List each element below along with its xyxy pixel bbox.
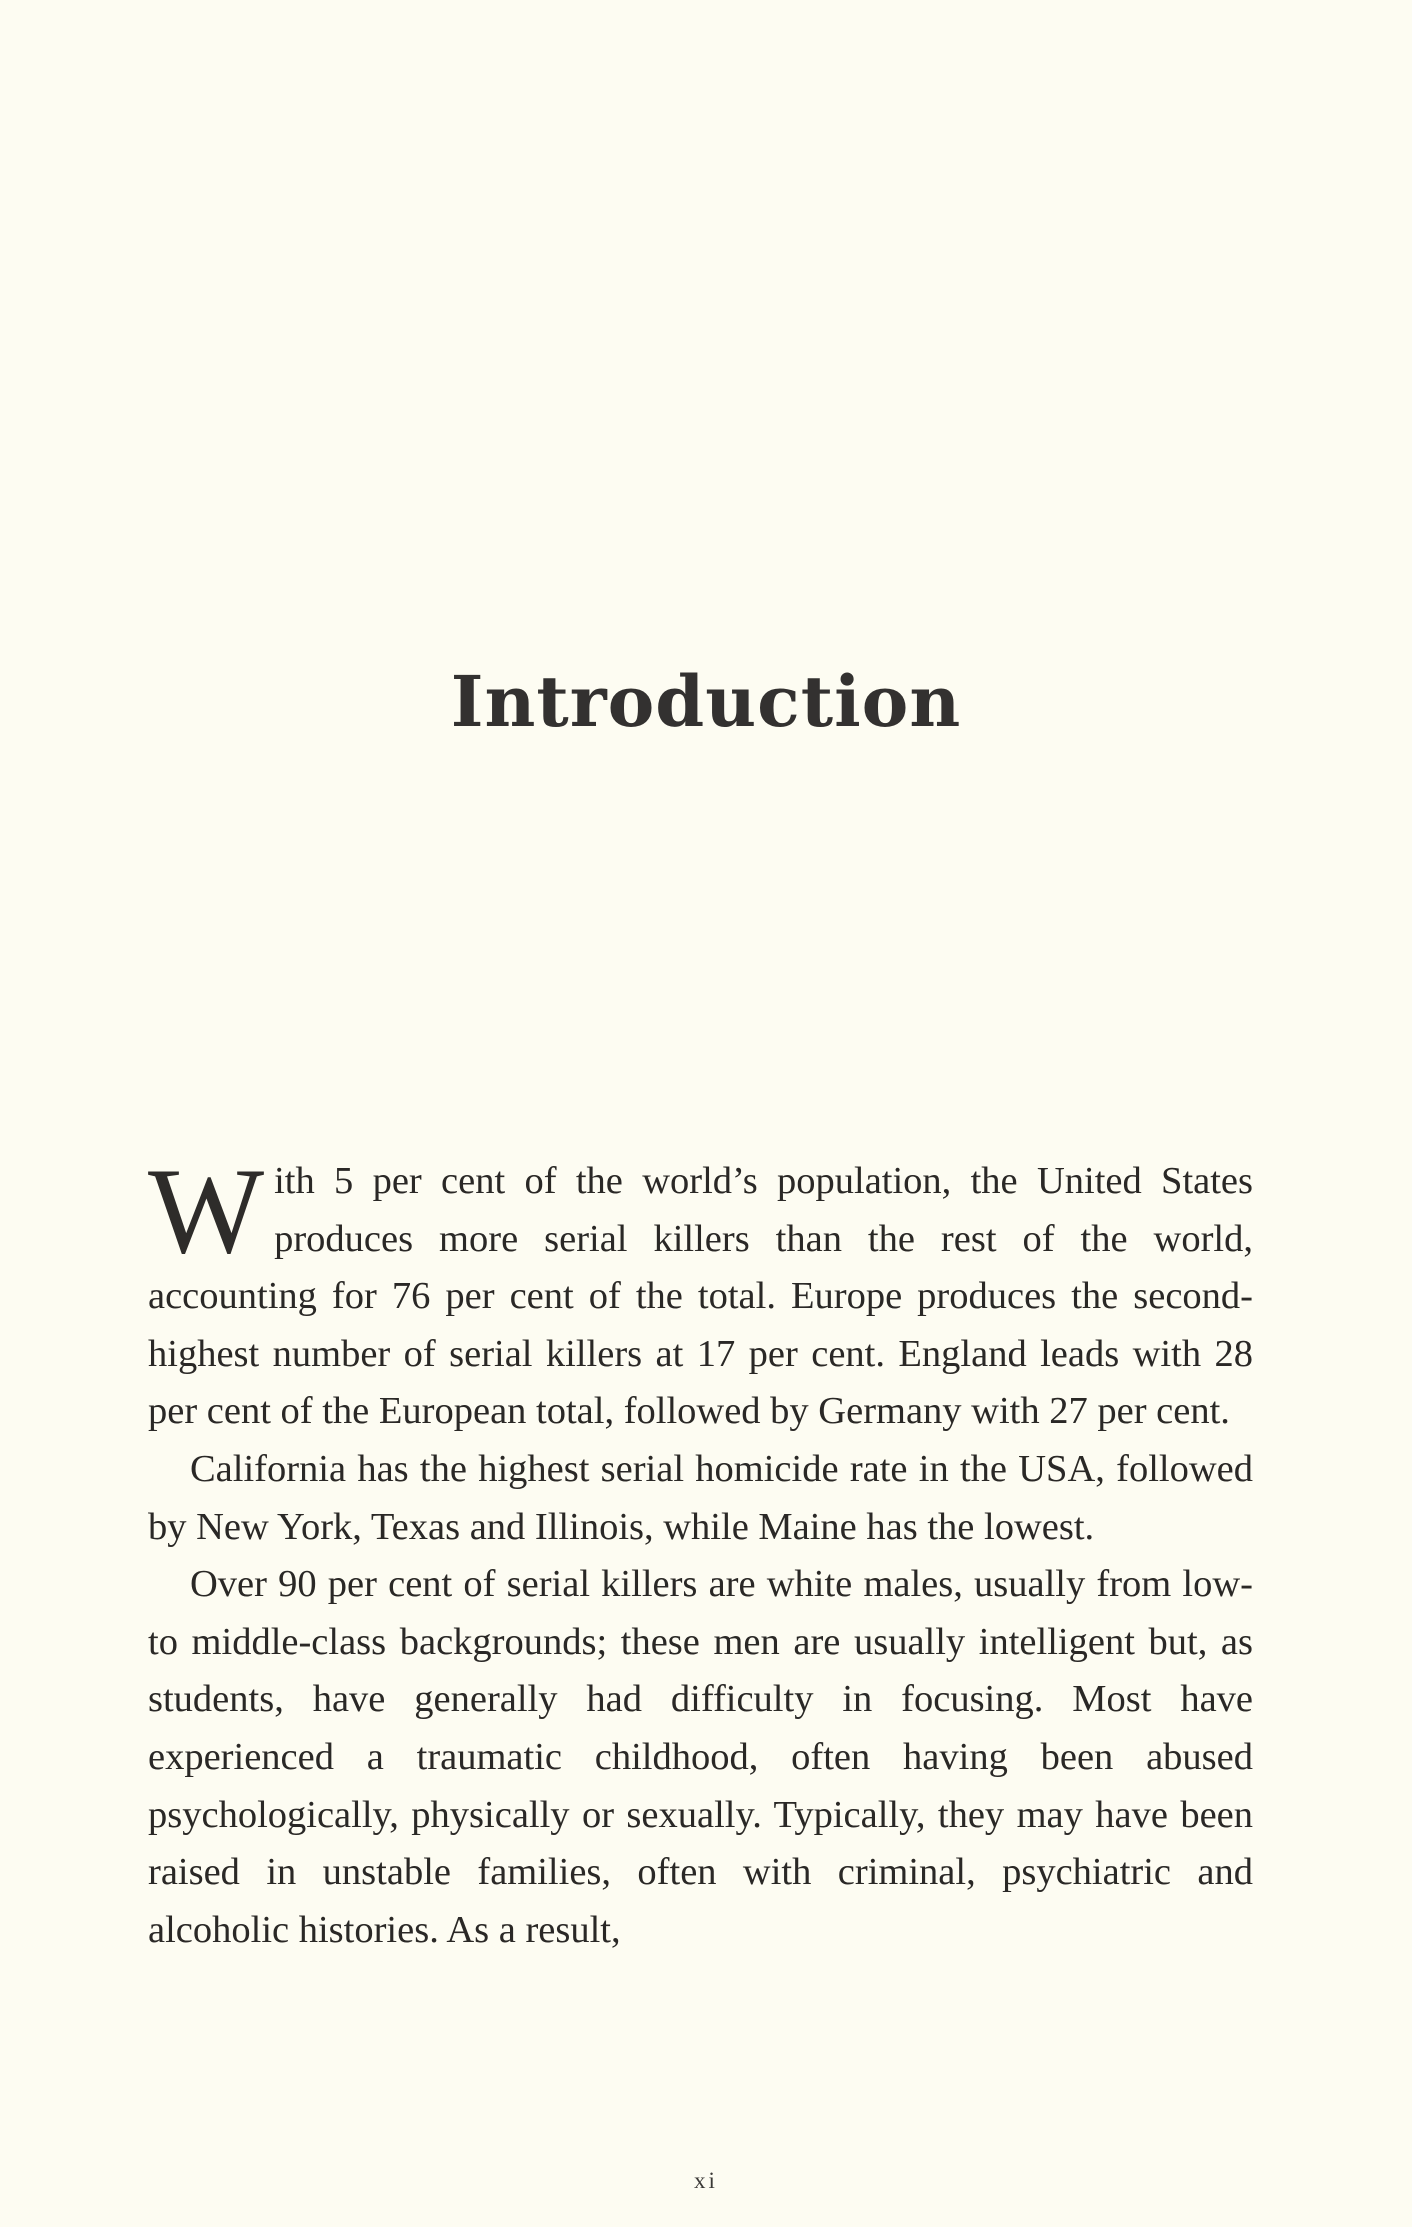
paragraph-1 <box>148 1142 1253 1441</box>
drop-cap: W <box>148 1142 265 1279</box>
chapter-title: Introduction <box>450 659 962 743</box>
body-text <box>148 1142 1253 1959</box>
paragraph-2: California has the highest serial homicide rate in the USA, followed by New York, Texas and Illinois, while Maine has the lowest. <box>148 1447 1253 1548</box>
paragraph-1-text: ith 5 per cent of the world’s population, the United States produces more serial killers than the rest of the world, accounting for 76 per cent of the total. Europe produces the second-highest number of serial killers at 17 per cent. England leads with 28 per cent of the European total, followed by Germany with 27 per cent. <box>148 1160 1253 1433</box>
page-number: xi <box>694 2168 718 2193</box>
paragraph-3: Over 90 per cent of serial killers are white males, usually from low- to middle-class backgrounds; these men are usually intelligent but, as students, have generally had difficulty in focusing. Most have experienced a traumatic childhood, often having been abused psychologically, physically or sexually. Typically, they may have been raised in unstable families, often with criminal, psychiatric and alcoholic histories. As a result, <box>148 1563 1253 1951</box>
